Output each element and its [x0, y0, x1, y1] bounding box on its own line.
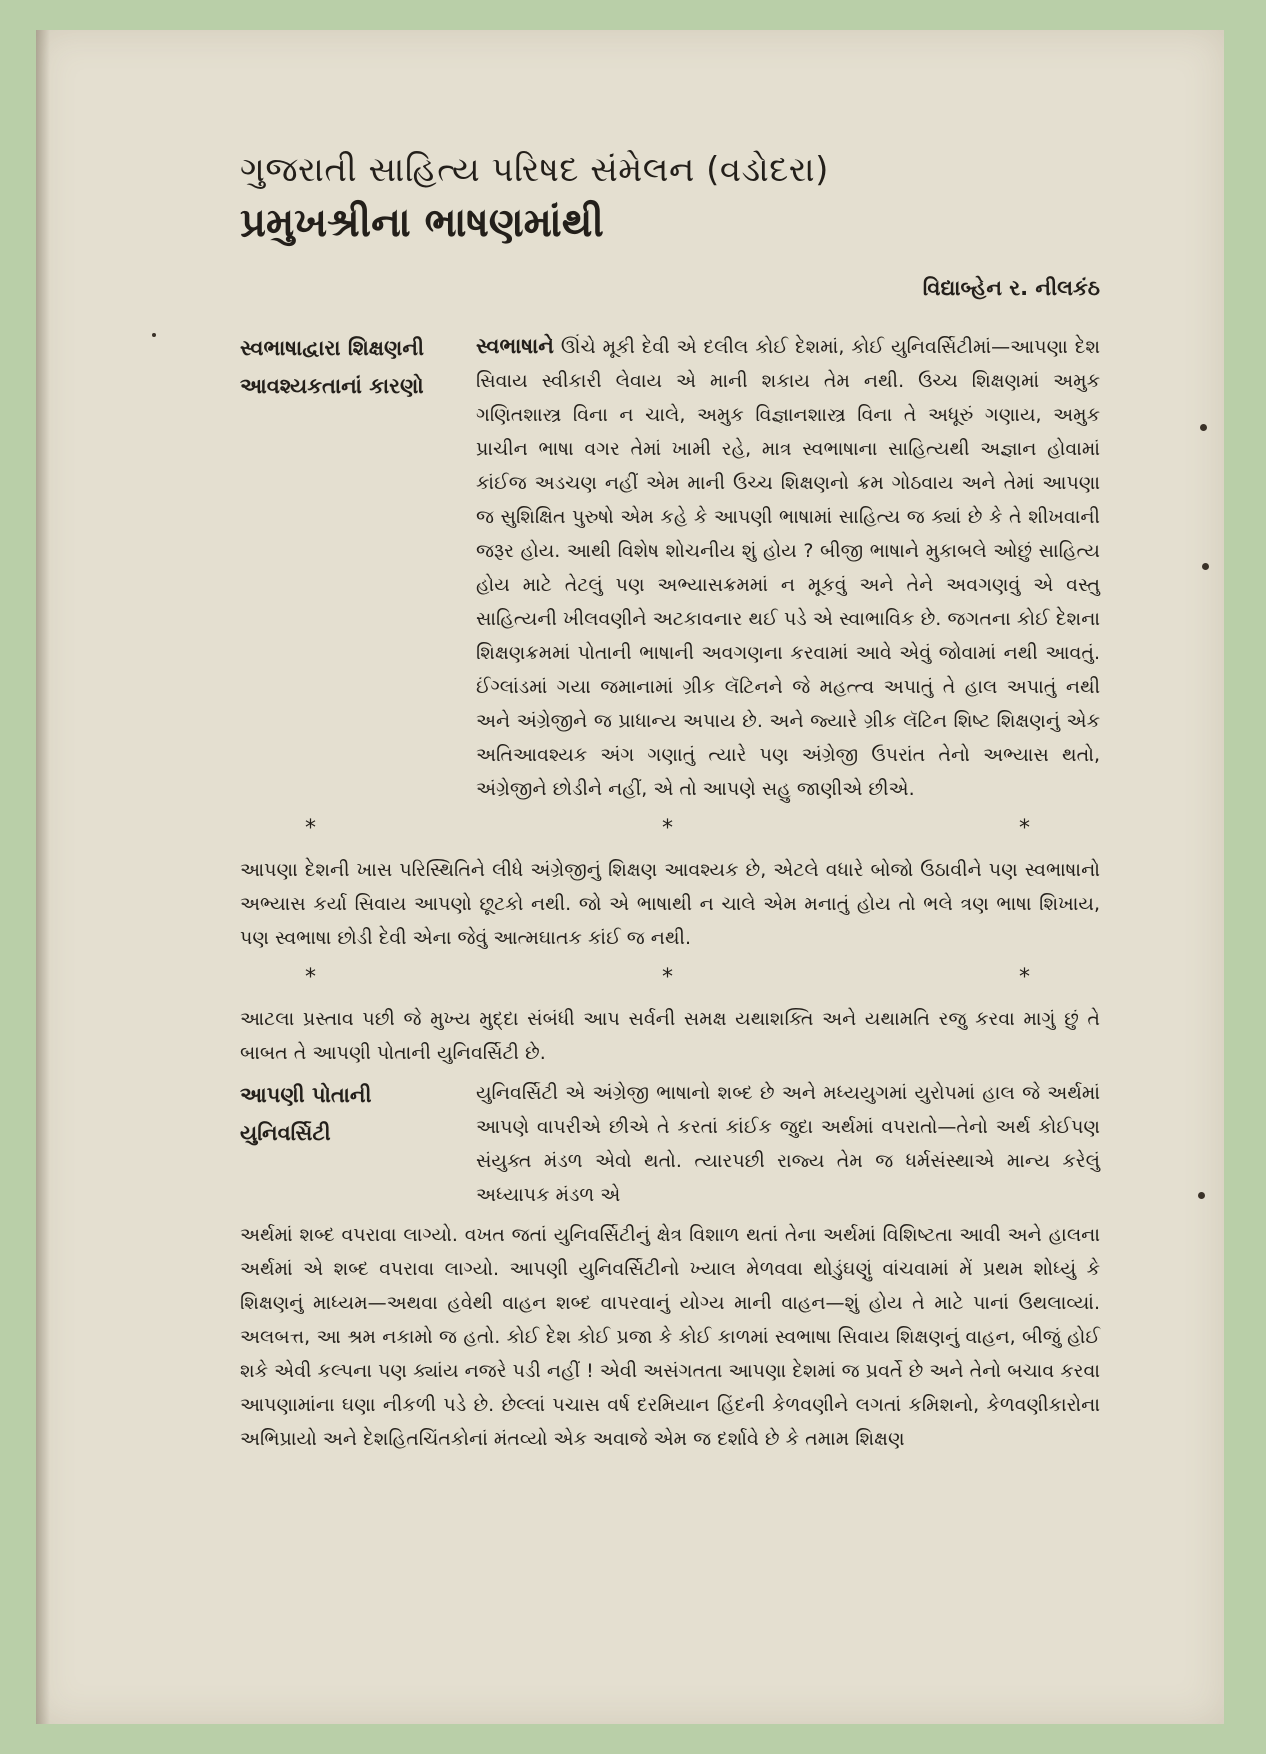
ink-speck	[1200, 424, 1207, 431]
divider-star: *	[1019, 816, 1030, 841]
section-3-intro: આટલા પ્રસ્તાવ પછી જે મુખ્ય મુદ્દા સંબંધી આપ સર્વની સમક્ષ યથાશક્તિ અને યથામતિ રજુ કરવા માગું છું તે બાબત તે આપણી પોતાની યુનિવર્સિટી છે.	[240, 1008, 1100, 1064]
section-divider	[240, 965, 1100, 990]
section-3	[240, 1076, 1100, 1212]
article-content	[240, 150, 1100, 1456]
ink-speck	[152, 333, 156, 337]
divider-star: *	[305, 816, 316, 841]
divider-star: *	[1019, 965, 1030, 990]
divider-star: *	[305, 965, 316, 990]
divider-star: *	[662, 816, 673, 841]
sidehead-line: આવશ્યકતાનાં કારણો	[240, 374, 424, 398]
conference-title: ગુજરાતી સાહિત્ય પરિષદ સંમેલન (વડોદરા)	[240, 150, 829, 190]
section-1-text: ઊંચે મૂકી દેવી એ દલીલ કોઈ દેશમાં, કોઈ યુનિવર્સિટીમાં—આપણા દેશ સિવાય સ્વીકારી લેવાય એ માની શકાય તેમ નથી. ઉચ્ચ શિક્ષણમાં અમુક ગણિતશાસ્ત્ર વિના ન ચાલે, અમુક વિજ્ઞાનશાસ્ત્ર વિના તે અધૂરું ગણાય, અમુક પ્રાચીન ભાષા વગર તેમાં ખામી રહે, માત્ર સ્વભાષાના સાહિત્યથી અજ્ઞાન હોવામાં કાંઈજ અડચણ નહીં એમ માની ઉચ્ચ શિક્ષણનો ક્રમ ગોઠવાય અને તેમાં આપણા જ સુશિક્ષિત પુરુષો એમ કહે કે આપણી ભાષામાં સાહિત્ય જ ક્યાં છે કે તે શીખવાની જરૂર હોય. આથી વિશેષ શોચનીય શું હોય ? બીજી ભાષાને મુકાબલે ઓછું સાહિત્ય હોય માટે તેટલું પણ અભ્યાસક્રમમાં ન મૂકવું અને તેને અવગણવું એ વસ્તુ સાહિત્યની ખીલવણીને અટકાવનાર થઈ પડે એ સ્વાભાવિક છે. જગતના કોઈ દેશના શિક્ષણક્રમમાં પોતાની ભાષાની અવગણના કરવામાં આવે એવું જોવામાં નથી આવતું. ઈંગ્લાંડમાં ગયા જમાનામાં ગ્રીક લૅટિનને જે મહત્ત્વ અપાતું તે હાલ અપાતું નથી અને અંગ્રેજીને જ પ્રાધાન્ય અપાય છે. અને જ્યારે ગ્રીક લૅટિન શિષ્ટ શિક્ષણનું એક અતિઆવશ્યક અંગ ગણાતું ત્યારે પણ અંગ્રેજી ઉપરાંત તેનો અભ્યાસ થતો, અંગ્રેજીને છોડીને નહીં, એ તો આપણે સહુ જાણીએ છીએ.	[476, 336, 1101, 800]
section-1-sidehead	[240, 329, 460, 806]
ink-speck	[1202, 563, 1209, 570]
lead-word: સ્વભાષાને	[476, 334, 554, 358]
section-1-paragraph	[476, 329, 1100, 806]
divider-star: *	[662, 965, 673, 990]
page-edge-shadow	[36, 30, 50, 1724]
section-3-side-text: યુનિવર્સિટી એ અંગ્રેજી ભાષાનો શબ્દ છે અને મધ્યયુગમાં યુરોપમાં હાલ જે અર્થમાં આપણે વાપરીએ છીએ તે કરતાં કાંઈક જુદા અર્થમાં વપરાતો—તેનો અર્થ કોઈપણ સંયુક્ત મંડળ એવો થતો. ત્યારપછી રાજ્ય તેમ જ ધર્મસંસ્થાએ માન્ય કરેલું અધ્યાપક મંડળ એ	[476, 1082, 1100, 1206]
section-divider	[240, 816, 1100, 841]
sidehead-line: યુનિવર્સિટી	[240, 1121, 331, 1145]
author-name: વિદ્યાબ્હેન ર. નીલકંઠ	[922, 276, 1100, 300]
sidehead-line: સ્વભાષાદ્વારા શિક્ષણની	[240, 336, 424, 360]
ink-speck	[1198, 1192, 1205, 1199]
section-2-paragraph: આપણા દેશની ખાસ પરિસ્થિતિને લીધે અંગ્રેજીનું શિક્ષણ આવશ્યક છે, એટલે વધારે બોજો ઉઠાવીને પણ સ્વભાષાનો અભ્યાસ કર્યા સિવાય આપણો છૂટકો નથી. જો એ ભાષાથી ન ચાલે એમ મનાતું હોય તો ભલે ત્રણ ભાષા શિખાય, પણ સ્વભાષા છોડી દેવી એના જેવું આત્મઘાતક કાંઈ જ નથી.	[240, 859, 1100, 949]
sidehead-line: આપણી પોતાની	[240, 1083, 372, 1107]
section-3-sidehead	[240, 1076, 460, 1212]
section-3-paragraph: અર્થમાં શબ્દ વપરાવા લાગ્યો. વખત જતાં યુનિવર્સિટીનું ક્ષેત્ર વિશાળ થતાં તેના અર્થમાં વિશિષ્ટતા આવી અને હાલના અર્થમાં એ શબ્દ વપરાવા લાગ્યો. આપણી યુનિવર્સિટીનો ખ્યાલ મેળવવા થોડુંઘણું વાંચવામાં મેં પ્રથમ શોધ્યું કે શિક્ષણનું માધ્યમ—અથવા હવેથી વાહન શબ્દ વાપરવાનું યોગ્ય માની વાહન—શું હોય તે માટે પાનાં ઉથલાવ્યાં. અલબત્ત, આ શ્રમ નકામો જ હતો. કોઈ દેશ કોઈ પ્રજા કે કોઈ કાળમાં સ્વભાષા સિવાય શિક્ષણનું વાહન, બીજું હોઈ શકે એવી કલ્પના પણ ક્યાંય નજરે પડી નહીં ! એવી અસંગતતા આપણા દેશમાં જ પ્રવર્તે છે અને તેનો બચાવ કરવા આપણામાંના ઘણા નીકળી પડે છે. છેલ્લાં પચાસ વર્ષ દરમિયાન હિંદની કેળવણીને લગતાં કમિશનો, કેળવણીકારોના અભિપ્રાયો અને દેશહિતચિંતકોનાં મંતવ્યો એક અવાજે એમ જ દર્શાવે છે કે તમામ શિક્ષણ	[240, 1224, 1100, 1450]
section-1	[240, 329, 1100, 806]
article-title: પ્રમુખશ્રીના ભાષણમાંથી	[240, 200, 604, 246]
